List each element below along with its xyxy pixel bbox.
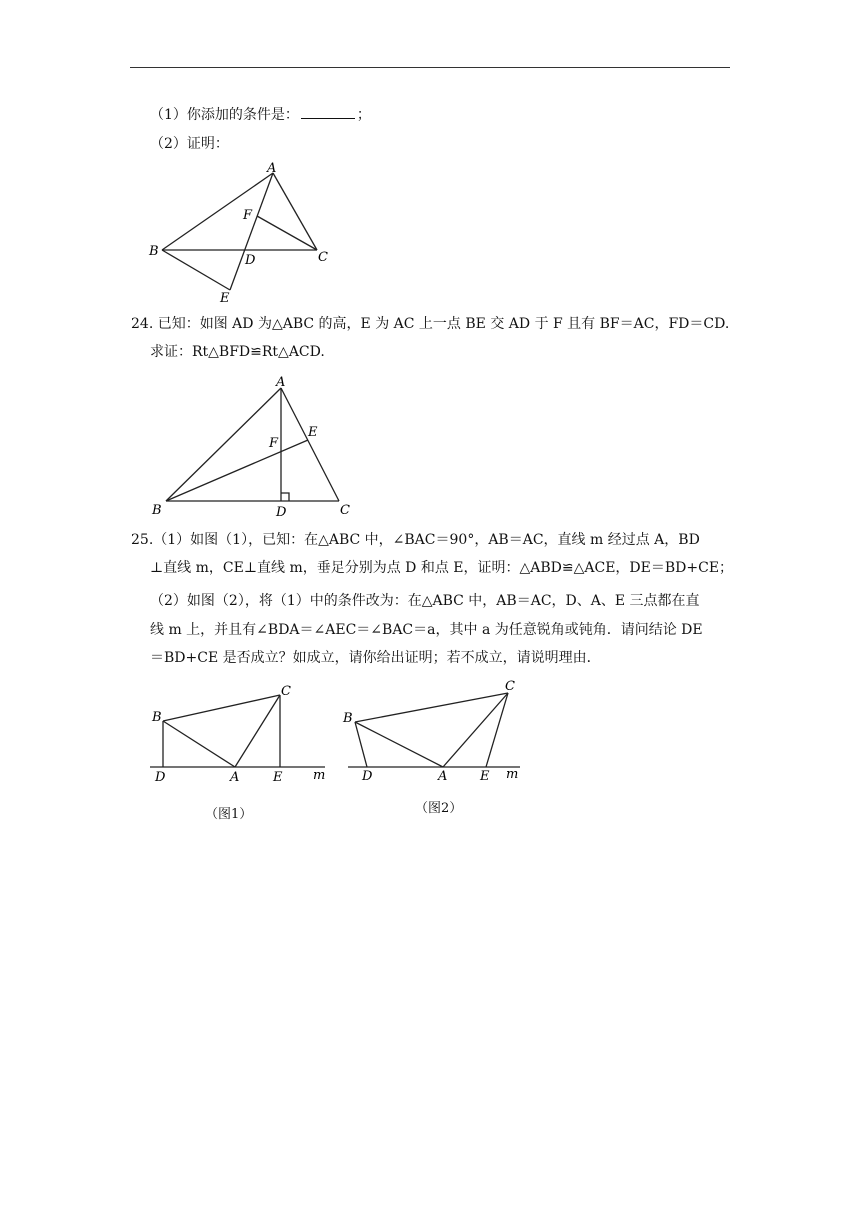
q25-line5: ＝BD+CE 是否成立？如成立，请你给出证明；若不成立，请说明理由． — [150, 650, 601, 666]
segment-bd — [355, 722, 367, 767]
label-b: B — [149, 244, 159, 259]
label-c: C — [281, 684, 291, 699]
label-c: C — [318, 250, 328, 265]
label-m: m — [506, 767, 519, 782]
label-e: E — [220, 291, 230, 306]
segment-bc — [355, 693, 508, 722]
q23-part2: （2）证明： — [150, 136, 229, 152]
label-f: F — [269, 436, 279, 451]
label-c: C — [340, 503, 350, 518]
label-b: B — [152, 503, 162, 518]
label-a: A — [438, 769, 448, 784]
right-angle-mark — [281, 493, 289, 501]
header-rule — [130, 67, 730, 68]
segment-be — [166, 440, 308, 501]
label-d: D — [276, 505, 287, 520]
segment-ac — [235, 695, 280, 767]
segment-be — [162, 250, 230, 290]
label-m: m — [313, 768, 326, 783]
segment-ba — [163, 721, 235, 767]
label-d: D — [245, 253, 256, 268]
label-f: F — [243, 208, 253, 223]
segment-ac — [281, 388, 339, 501]
q24-line2: 求证：Rt△BFD≌Rt△ACD. — [150, 344, 325, 360]
label-e: E — [273, 770, 283, 785]
figure-q24 — [150, 370, 370, 526]
label-b: B — [343, 711, 353, 726]
answer-blank[interactable] — [301, 104, 355, 119]
label-a: A — [276, 375, 286, 390]
segment-ae — [230, 173, 273, 290]
figure-1-caption: （图1） — [205, 807, 253, 822]
q25-line4: 线 m 上，并且有∠BDA＝∠AEC＝∠BAC＝a，其中 a 为任意锐角或钝角．请问结论 DE — [150, 622, 703, 638]
q25-line3: （2）如图（2），将（1）中的条件改为：在△ABC 中，AB＝AC，D、A、E 三点都在直 — [150, 593, 700, 609]
segment-ba — [166, 388, 281, 501]
label-a: A — [267, 161, 277, 176]
label-b: B — [152, 710, 162, 725]
figure-q23 — [140, 158, 340, 312]
segment-bc — [163, 695, 280, 721]
figure-25-1 — [145, 678, 335, 792]
figure-25-2 — [340, 672, 530, 791]
q23-part1: （1）你添加的条件是： ； — [150, 104, 371, 125]
figure-2-caption: （图2） — [415, 801, 463, 816]
segment-ba — [355, 722, 443, 767]
segment-ce — [486, 693, 508, 767]
label-d: D — [155, 770, 166, 785]
segment-ba — [162, 173, 273, 250]
label-c: C — [505, 679, 515, 694]
label-e: E — [308, 425, 318, 440]
q25-line2: ⊥直线 m，CE⊥直线 m，垂足分别为点 D 和点 E，证明：△ABD≌△ACE，DE＝BD+CE； — [150, 560, 734, 576]
segment-ac — [273, 173, 317, 250]
label-a: A — [230, 770, 240, 785]
label-d: D — [362, 769, 373, 784]
label-e: E — [480, 769, 490, 784]
q24-line1: 24. 已知：如图 AD 为△ABC 的高，E 为 AC 上一点 BE 交 AD 于 F 且有 BF＝AC，FD＝CD. — [131, 316, 730, 332]
q25-line1: 25.（1）如图（1），已知：在△ABC 中，∠BAC＝90°，AB＝AC，直线 m 经过点 A，BD — [131, 532, 700, 548]
